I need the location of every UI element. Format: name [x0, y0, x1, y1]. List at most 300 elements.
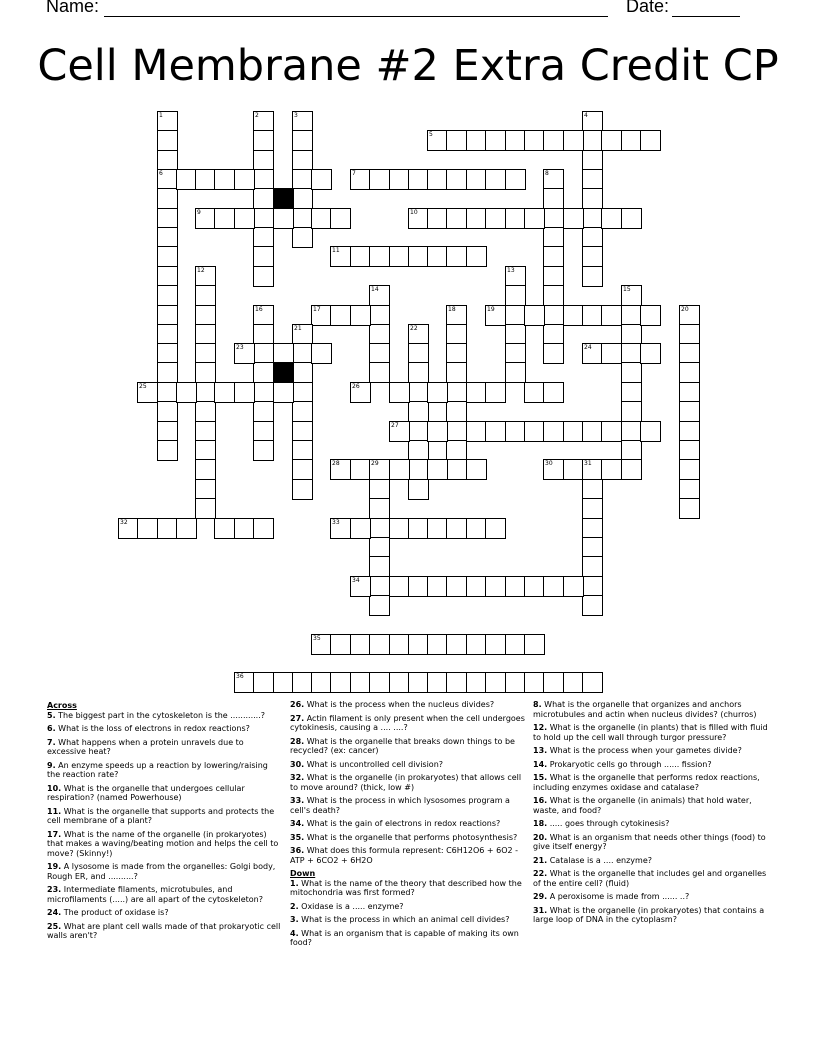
answer-cell[interactable] — [621, 440, 642, 461]
answer-cell[interactable] — [466, 169, 487, 190]
answer-cell[interactable] — [485, 305, 506, 326]
answer-cell[interactable] — [408, 343, 429, 364]
answer-cell[interactable] — [408, 208, 429, 229]
answer-cell[interactable] — [214, 518, 235, 539]
answer-cell[interactable] — [446, 421, 467, 442]
answer-cell[interactable] — [466, 246, 487, 267]
answer-cell[interactable] — [427, 208, 448, 229]
answer-cell[interactable] — [253, 266, 274, 287]
answer-cell[interactable] — [640, 130, 661, 151]
answer-cell[interactable] — [157, 169, 178, 190]
answer-cell[interactable] — [350, 672, 371, 693]
answer-cell[interactable] — [582, 208, 603, 229]
answer-cell[interactable] — [582, 479, 603, 500]
answer-cell[interactable] — [369, 479, 390, 500]
answer-cell[interactable] — [601, 343, 622, 364]
answer-cell[interactable] — [408, 440, 429, 461]
answer-cell[interactable] — [582, 130, 603, 151]
answer-cell[interactable] — [292, 324, 313, 345]
answer-cell[interactable] — [369, 576, 390, 597]
answer-cell[interactable] — [524, 576, 545, 597]
answer-cell[interactable] — [446, 208, 467, 229]
answer-cell[interactable] — [195, 208, 216, 229]
answer-cell[interactable] — [330, 208, 351, 229]
answer-cell[interactable] — [679, 479, 700, 500]
answer-cell[interactable] — [292, 672, 313, 693]
answer-cell[interactable] — [543, 130, 564, 151]
answer-cell[interactable] — [408, 576, 429, 597]
answer-cell[interactable] — [195, 382, 216, 403]
answer-cell[interactable] — [621, 130, 642, 151]
answer-cell[interactable] — [485, 576, 506, 597]
answer-cell[interactable] — [446, 440, 467, 461]
answer-cell[interactable] — [408, 421, 429, 442]
answer-cell[interactable] — [505, 285, 526, 306]
answer-cell[interactable] — [563, 576, 584, 597]
answer-cell[interactable] — [157, 111, 178, 132]
answer-cell[interactable] — [446, 634, 467, 655]
answer-cell[interactable] — [137, 518, 158, 539]
answer-cell[interactable] — [369, 459, 390, 480]
answer-cell[interactable] — [505, 421, 526, 442]
answer-cell[interactable] — [505, 324, 526, 345]
answer-cell[interactable] — [621, 421, 642, 442]
answer-cell[interactable] — [311, 672, 332, 693]
answer-cell[interactable] — [157, 440, 178, 461]
answer-cell[interactable] — [582, 343, 603, 364]
answer-cell[interactable] — [157, 208, 178, 229]
answer-cell[interactable] — [311, 208, 332, 229]
answer-cell[interactable] — [485, 518, 506, 539]
answer-cell[interactable] — [582, 111, 603, 132]
answer-cell[interactable] — [446, 343, 467, 364]
answer-cell[interactable] — [369, 537, 390, 558]
answer-cell[interactable] — [408, 324, 429, 345]
answer-cell[interactable] — [157, 343, 178, 364]
answer-cell[interactable] — [679, 305, 700, 326]
answer-cell[interactable] — [563, 421, 584, 442]
answer-cell[interactable] — [582, 246, 603, 267]
answer-cell[interactable] — [157, 150, 178, 171]
answer-cell[interactable] — [195, 285, 216, 306]
answer-cell[interactable] — [446, 130, 467, 151]
answer-cell[interactable] — [118, 518, 139, 539]
answer-cell[interactable] — [640, 305, 661, 326]
answer-cell[interactable] — [427, 169, 448, 190]
answer-cell[interactable] — [330, 305, 351, 326]
answer-cell[interactable] — [157, 188, 178, 209]
answer-cell[interactable] — [505, 169, 526, 190]
answer-cell[interactable] — [466, 208, 487, 229]
answer-cell[interactable] — [369, 324, 390, 345]
answer-cell[interactable] — [427, 421, 448, 442]
answer-cell[interactable] — [253, 150, 274, 171]
answer-cell[interactable] — [621, 305, 642, 326]
answer-cell[interactable] — [582, 595, 603, 616]
answer-cell[interactable] — [679, 421, 700, 442]
answer-cell[interactable] — [273, 672, 294, 693]
answer-cell[interactable] — [524, 634, 545, 655]
answer-cell[interactable] — [446, 324, 467, 345]
answer-cell[interactable] — [157, 246, 178, 267]
answer-cell[interactable] — [543, 188, 564, 209]
answer-cell[interactable] — [234, 208, 255, 229]
answer-cell[interactable] — [505, 672, 526, 693]
answer-cell[interactable] — [273, 382, 294, 403]
answer-cell[interactable] — [466, 518, 487, 539]
answer-cell[interactable] — [253, 440, 274, 461]
answer-cell[interactable] — [253, 518, 274, 539]
answer-cell[interactable] — [234, 672, 255, 693]
answer-cell[interactable] — [543, 246, 564, 267]
answer-cell[interactable] — [292, 382, 313, 403]
answer-cell[interactable] — [195, 305, 216, 326]
answer-cell[interactable] — [157, 130, 178, 151]
answer-cell[interactable] — [446, 518, 467, 539]
answer-cell[interactable] — [621, 382, 642, 403]
answer-cell[interactable] — [350, 305, 371, 326]
answer-cell[interactable] — [234, 169, 255, 190]
answer-cell[interactable] — [621, 208, 642, 229]
answer-cell[interactable] — [369, 556, 390, 577]
answer-cell[interactable] — [311, 343, 332, 364]
answer-cell[interactable] — [195, 343, 216, 364]
answer-cell[interactable] — [195, 169, 216, 190]
answer-cell[interactable] — [253, 111, 274, 132]
answer-cell[interactable] — [427, 130, 448, 151]
answer-cell[interactable] — [195, 459, 216, 480]
answer-cell[interactable] — [485, 382, 506, 403]
answer-cell[interactable] — [505, 305, 526, 326]
answer-cell[interactable] — [253, 362, 274, 383]
answer-cell[interactable] — [543, 266, 564, 287]
answer-cell[interactable] — [350, 576, 371, 597]
answer-cell[interactable] — [679, 324, 700, 345]
answer-cell[interactable] — [195, 324, 216, 345]
answer-cell[interactable] — [466, 459, 487, 480]
answer-cell[interactable] — [292, 111, 313, 132]
answer-cell[interactable] — [505, 130, 526, 151]
answer-cell[interactable] — [582, 266, 603, 287]
answer-cell[interactable] — [582, 672, 603, 693]
answer-cell[interactable] — [427, 518, 448, 539]
answer-cell[interactable] — [621, 285, 642, 306]
answer-cell[interactable] — [292, 440, 313, 461]
answer-cell[interactable] — [292, 169, 313, 190]
answer-cell[interactable] — [311, 305, 332, 326]
answer-cell[interactable] — [621, 362, 642, 383]
answer-cell[interactable] — [408, 401, 429, 422]
answer-cell[interactable] — [505, 576, 526, 597]
answer-cell[interactable] — [214, 169, 235, 190]
answer-cell[interactable] — [292, 150, 313, 171]
answer-cell[interactable] — [330, 518, 351, 539]
answer-cell[interactable] — [176, 518, 197, 539]
answer-cell[interactable] — [350, 518, 371, 539]
answer-cell[interactable] — [446, 305, 467, 326]
answer-cell[interactable] — [505, 343, 526, 364]
answer-cell[interactable] — [253, 169, 274, 190]
answer-cell[interactable] — [601, 305, 622, 326]
answer-cell[interactable] — [157, 518, 178, 539]
answer-cell[interactable] — [292, 130, 313, 151]
answer-cell[interactable] — [253, 188, 274, 209]
answer-cell[interactable] — [601, 459, 622, 480]
answer-cell[interactable] — [350, 382, 371, 403]
answer-cell[interactable] — [524, 672, 545, 693]
answer-cell[interactable] — [543, 672, 564, 693]
answer-cell[interactable] — [389, 672, 410, 693]
answer-cell[interactable] — [195, 479, 216, 500]
answer-cell[interactable] — [253, 324, 274, 345]
answer-cell[interactable] — [292, 401, 313, 422]
answer-cell[interactable] — [389, 576, 410, 597]
answer-cell[interactable] — [157, 227, 178, 248]
answer-cell[interactable] — [679, 362, 700, 383]
answer-cell[interactable] — [253, 208, 274, 229]
answer-cell[interactable] — [292, 188, 313, 209]
answer-cell[interactable] — [195, 440, 216, 461]
answer-cell[interactable] — [679, 459, 700, 480]
answer-cell[interactable] — [543, 208, 564, 229]
answer-cell[interactable] — [369, 246, 390, 267]
answer-cell[interactable] — [582, 459, 603, 480]
answer-cell[interactable] — [408, 382, 429, 403]
answer-cell[interactable] — [350, 246, 371, 267]
answer-cell[interactable] — [195, 362, 216, 383]
answer-cell[interactable] — [679, 498, 700, 519]
answer-cell[interactable] — [679, 440, 700, 461]
answer-cell[interactable] — [157, 305, 178, 326]
answer-cell[interactable] — [427, 459, 448, 480]
answer-cell[interactable] — [446, 576, 467, 597]
answer-cell[interactable] — [311, 634, 332, 655]
answer-cell[interactable] — [369, 498, 390, 519]
answer-cell[interactable] — [524, 208, 545, 229]
answer-cell[interactable] — [234, 382, 255, 403]
answer-cell[interactable] — [195, 401, 216, 422]
answer-cell[interactable] — [485, 130, 506, 151]
answer-cell[interactable] — [408, 459, 429, 480]
answer-cell[interactable] — [330, 246, 351, 267]
answer-cell[interactable] — [350, 169, 371, 190]
answer-cell[interactable] — [427, 634, 448, 655]
answer-cell[interactable] — [292, 459, 313, 480]
answer-cell[interactable] — [485, 421, 506, 442]
answer-cell[interactable] — [582, 421, 603, 442]
answer-cell[interactable] — [524, 382, 545, 403]
answer-cell[interactable] — [543, 305, 564, 326]
answer-cell[interactable] — [292, 227, 313, 248]
answer-cell[interactable] — [640, 421, 661, 442]
answer-cell[interactable] — [485, 634, 506, 655]
answer-cell[interactable] — [582, 305, 603, 326]
answer-cell[interactable] — [582, 498, 603, 519]
answer-cell[interactable] — [582, 150, 603, 171]
answer-cell[interactable] — [446, 672, 467, 693]
answer-cell[interactable] — [408, 169, 429, 190]
answer-cell[interactable] — [234, 343, 255, 364]
answer-cell[interactable] — [389, 634, 410, 655]
answer-cell[interactable] — [543, 343, 564, 364]
answer-cell[interactable] — [253, 401, 274, 422]
answer-cell[interactable] — [601, 208, 622, 229]
answer-cell[interactable] — [369, 285, 390, 306]
answer-cell[interactable] — [485, 672, 506, 693]
answer-cell[interactable] — [543, 576, 564, 597]
answer-cell[interactable] — [466, 672, 487, 693]
answer-cell[interactable] — [408, 479, 429, 500]
answer-cell[interactable] — [330, 634, 351, 655]
answer-cell[interactable] — [621, 343, 642, 364]
answer-cell[interactable] — [582, 576, 603, 597]
answer-cell[interactable] — [157, 362, 178, 383]
answer-cell[interactable] — [292, 479, 313, 500]
answer-cell[interactable] — [157, 285, 178, 306]
answer-cell[interactable] — [446, 401, 467, 422]
answer-cell[interactable] — [369, 305, 390, 326]
answer-cell[interactable] — [350, 634, 371, 655]
answer-cell[interactable] — [621, 324, 642, 345]
answer-cell[interactable] — [176, 382, 197, 403]
answer-cell[interactable] — [137, 382, 158, 403]
answer-cell[interactable] — [389, 246, 410, 267]
answer-cell[interactable] — [582, 537, 603, 558]
answer-cell[interactable] — [582, 188, 603, 209]
answer-cell[interactable] — [601, 130, 622, 151]
answer-cell[interactable] — [253, 246, 274, 267]
answer-cell[interactable] — [369, 595, 390, 616]
answer-cell[interactable] — [563, 672, 584, 693]
answer-cell[interactable] — [543, 324, 564, 345]
answer-cell[interactable] — [621, 401, 642, 422]
answer-cell[interactable] — [582, 227, 603, 248]
answer-cell[interactable] — [679, 401, 700, 422]
answer-cell[interactable] — [563, 305, 584, 326]
answer-cell[interactable] — [389, 421, 410, 442]
answer-cell[interactable] — [253, 343, 274, 364]
answer-cell[interactable] — [640, 343, 661, 364]
answer-cell[interactable] — [157, 401, 178, 422]
answer-cell[interactable] — [679, 343, 700, 364]
answer-cell[interactable] — [446, 459, 467, 480]
answer-cell[interactable] — [505, 266, 526, 287]
answer-cell[interactable] — [408, 246, 429, 267]
answer-cell[interactable] — [350, 459, 371, 480]
answer-cell[interactable] — [543, 227, 564, 248]
answer-cell[interactable] — [389, 169, 410, 190]
answer-cell[interactable] — [563, 130, 584, 151]
answer-cell[interactable] — [621, 459, 642, 480]
answer-cell[interactable] — [253, 382, 274, 403]
answer-cell[interactable] — [176, 169, 197, 190]
answer-cell[interactable] — [195, 421, 216, 442]
answer-cell[interactable] — [543, 459, 564, 480]
answer-cell[interactable] — [543, 285, 564, 306]
answer-cell[interactable] — [543, 421, 564, 442]
answer-cell[interactable] — [466, 130, 487, 151]
answer-cell[interactable] — [369, 634, 390, 655]
answer-cell[interactable] — [389, 518, 410, 539]
answer-cell[interactable] — [311, 169, 332, 190]
answer-cell[interactable] — [253, 227, 274, 248]
answer-cell[interactable] — [582, 169, 603, 190]
answer-cell[interactable] — [408, 518, 429, 539]
answer-cell[interactable] — [485, 169, 506, 190]
answer-cell[interactable] — [195, 498, 216, 519]
answer-cell[interactable] — [408, 634, 429, 655]
answer-cell[interactable] — [543, 382, 564, 403]
answer-cell[interactable] — [446, 382, 467, 403]
answer-cell[interactable] — [408, 672, 429, 693]
answer-cell[interactable] — [330, 459, 351, 480]
answer-cell[interactable] — [157, 421, 178, 442]
answer-cell[interactable] — [524, 305, 545, 326]
answer-cell[interactable] — [582, 556, 603, 577]
answer-cell[interactable] — [195, 266, 216, 287]
answer-cell[interactable] — [292, 362, 313, 383]
answer-cell[interactable] — [253, 421, 274, 442]
answer-cell[interactable] — [389, 382, 410, 403]
answer-cell[interactable] — [427, 382, 448, 403]
answer-cell[interactable] — [273, 208, 294, 229]
answer-cell[interactable] — [427, 672, 448, 693]
answer-cell[interactable] — [369, 169, 390, 190]
answer-cell[interactable] — [369, 343, 390, 364]
answer-cell[interactable] — [408, 362, 429, 383]
answer-cell[interactable] — [466, 382, 487, 403]
answer-cell[interactable] — [582, 518, 603, 539]
answer-cell[interactable] — [543, 169, 564, 190]
answer-cell[interactable] — [214, 382, 235, 403]
answer-cell[interactable] — [485, 208, 506, 229]
answer-cell[interactable] — [273, 343, 294, 364]
answer-cell[interactable] — [466, 634, 487, 655]
answer-cell[interactable] — [292, 343, 313, 364]
answer-cell[interactable] — [466, 576, 487, 597]
answer-cell[interactable] — [679, 382, 700, 403]
answer-cell[interactable] — [524, 421, 545, 442]
answer-cell[interactable] — [446, 362, 467, 383]
answer-cell[interactable] — [563, 208, 584, 229]
answer-cell[interactable] — [369, 518, 390, 539]
answer-cell[interactable] — [330, 672, 351, 693]
answer-cell[interactable] — [524, 130, 545, 151]
answer-cell[interactable] — [157, 382, 178, 403]
answer-cell[interactable] — [505, 208, 526, 229]
answer-cell[interactable] — [214, 208, 235, 229]
answer-cell[interactable] — [234, 518, 255, 539]
answer-cell[interactable] — [505, 634, 526, 655]
answer-cell[interactable] — [389, 459, 410, 480]
answer-cell[interactable] — [369, 362, 390, 383]
answer-cell[interactable] — [292, 208, 313, 229]
answer-cell[interactable] — [157, 324, 178, 345]
answer-cell[interactable] — [601, 421, 622, 442]
answer-cell[interactable] — [505, 362, 526, 383]
answer-cell[interactable] — [292, 421, 313, 442]
answer-cell[interactable] — [563, 459, 584, 480]
answer-cell[interactable] — [369, 672, 390, 693]
answer-cell[interactable] — [427, 576, 448, 597]
answer-cell[interactable] — [446, 246, 467, 267]
answer-cell[interactable] — [253, 305, 274, 326]
answer-cell[interactable] — [253, 672, 274, 693]
answer-cell[interactable] — [446, 169, 467, 190]
answer-cell[interactable] — [427, 246, 448, 267]
answer-cell[interactable] — [253, 130, 274, 151]
answer-cell[interactable] — [466, 421, 487, 442]
